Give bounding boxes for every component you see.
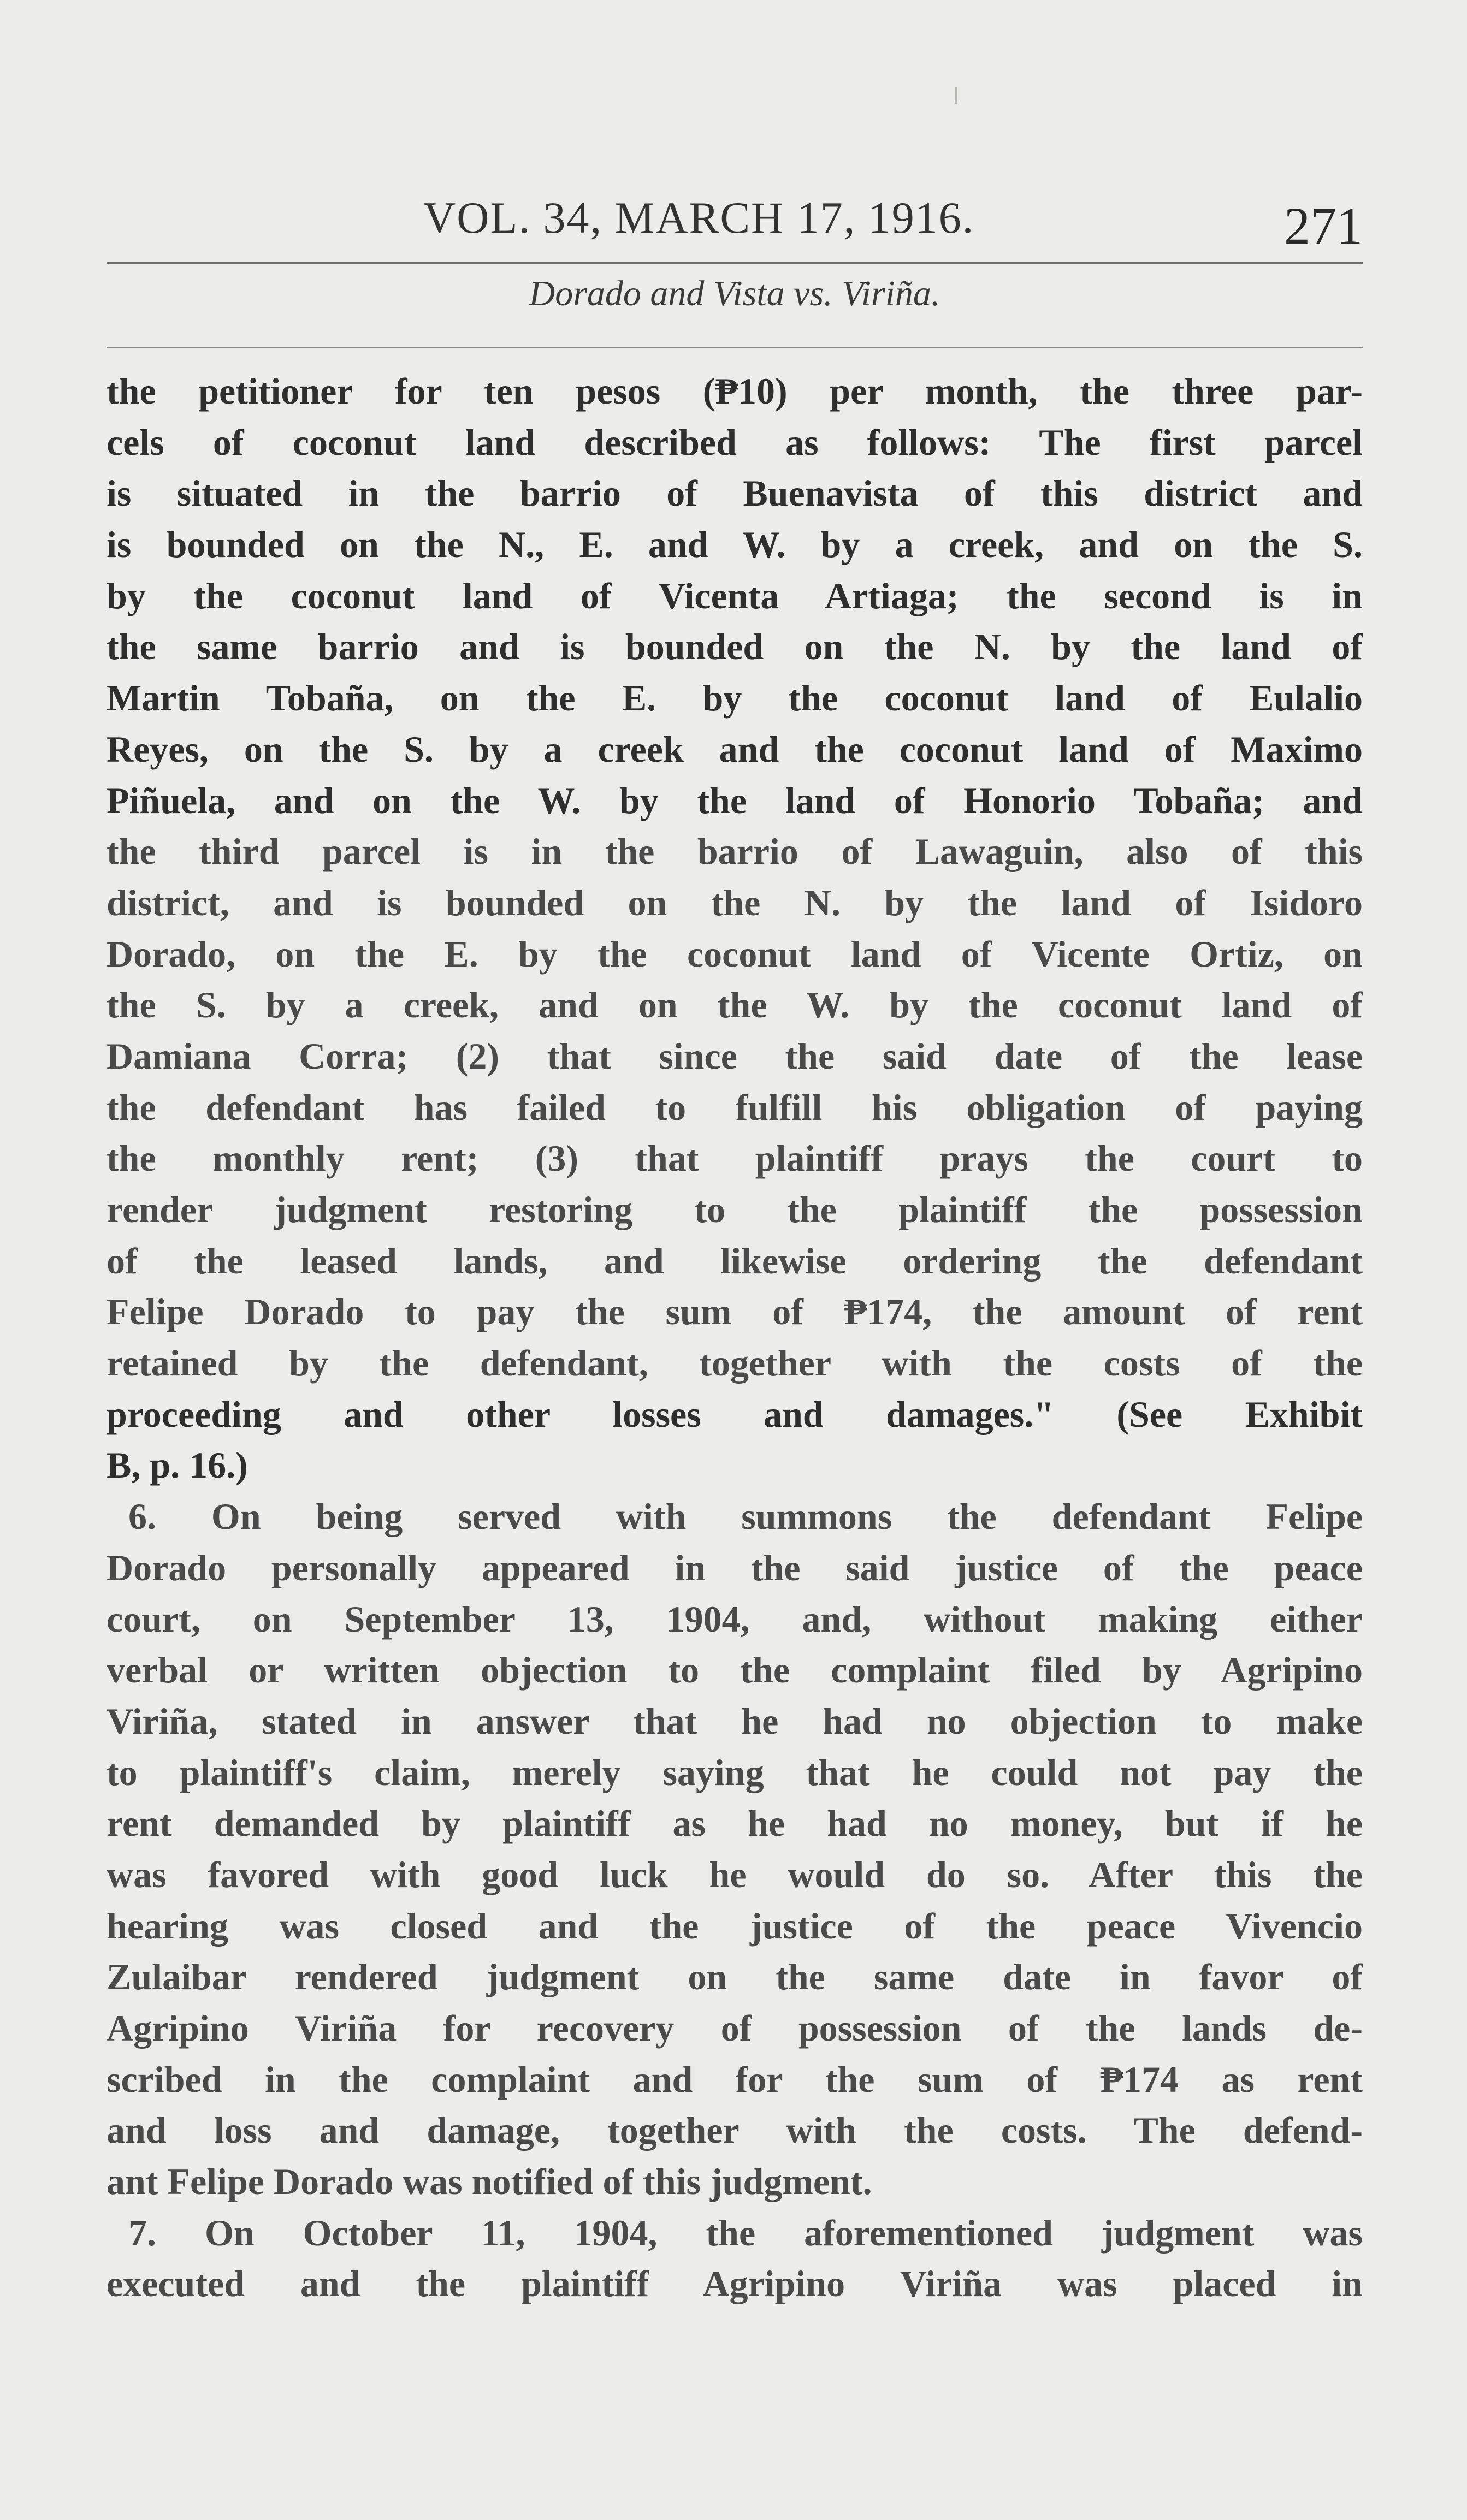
text-line: and loss and damage, together with the costs. The defend- (107, 2109, 1363, 2151)
text-line: to plaintiff's claim, merely saying that he could not pay the (107, 1751, 1363, 1793)
body-text (107, 366, 1363, 2495)
text-line: scribed in the complaint and for the sum of ₱174 as rent (107, 2058, 1363, 2100)
text-line: district, and is bounded on the N. by the land of Isidoro (107, 881, 1363, 923)
text-line: ant Felipe Dorado was notified of this judgment. (107, 2161, 872, 2203)
text-line: is situated in the barrio of Buenavista of this district and (107, 472, 1363, 514)
case-title: Dorado and Vista vs. Viriña. (529, 274, 940, 313)
page-number: 271 (1284, 197, 1363, 255)
text-line: Agripino Viriña for recovery of possession of the lands de- (107, 2007, 1363, 2049)
text-line: render judgment restoring to the plaintiff the possession (107, 1189, 1363, 1230)
text-line: retained by the defendant, together with the costs of the (107, 1342, 1363, 1384)
text-line: the S. by a creek, and on the W. by the coconut land of (107, 984, 1363, 1026)
text-line: rent demanded by plaintiff as he had no money, but if he (107, 1802, 1363, 1845)
text-line: Piñuela, and on the W. by the land of Honorio Tobaña; and (107, 779, 1363, 821)
running-head: VOL. 34, MARCH 17, 1916. (423, 193, 975, 242)
text-line: Dorado personally appeared in the said justice of the peace (107, 1546, 1363, 1588)
text-line: the same barrio and is bounded on the N. by the land of (107, 626, 1363, 668)
text-line: cels of coconut land described as follows: The first parcel (107, 421, 1363, 463)
text-line: proceeding and other losses and damages." (See Exhibit (107, 1393, 1363, 1435)
text-line: Martin Tobaña, on the E. by the coconut land of Eulalio (107, 677, 1363, 719)
paragraph-7-start: 7. On October 11, 1904, the aforementioned judgment was (128, 2211, 1363, 2254)
text-line: the petitioner for ten pesos (₱10) per month, the three par- (107, 370, 1363, 412)
header-rule (107, 262, 1363, 264)
page-header (107, 180, 1363, 255)
text-line: is bounded on the N., E. and W. by a creek, and on the S. (107, 524, 1363, 566)
text-line: hearing was closed and the justice of the peace Vivencio (107, 1905, 1363, 1947)
text-line: the monthly rent; (3) that plaintiff prays the court to (107, 1137, 1363, 1179)
text-line: of the leased lands, and likewise ordering the defendant (107, 1240, 1363, 1282)
text-line: Dorado, on the E. by the coconut land of Vicente Ortiz, on (107, 933, 1363, 975)
paragraph-6-start: 6. On being served with summons the defendant Felipe (128, 1496, 1363, 1538)
text-line: the defendant has failed to fulfill his obligation of paying (107, 1086, 1363, 1128)
text-line: verbal or written objection to the complaint filed by Agripino (107, 1649, 1363, 1691)
text-line: Damiana Corra; (2) that since the said date of the lease (107, 1035, 1363, 1077)
text-line: court, on September 13, 1904, and, without making either (107, 1598, 1363, 1640)
text-line: Felipe Dorado to pay the sum of ₱174, the amount of rent (107, 1291, 1363, 1333)
text-line: Zulaibar rendered judgment on the same date in favor of (107, 1956, 1363, 1998)
text-line: was favored with good luck he would do so. After this the (107, 1853, 1363, 1895)
title-rule (107, 347, 1363, 348)
text-line: by the coconut land of Vicenta Artiaga; the second is in (107, 574, 1363, 616)
text-line: executed and the plaintiff Agripino Viriña was placed in (107, 2263, 1363, 2305)
text-line: B, p. 16.) (107, 1444, 248, 1486)
text-line: Reyes, on the S. by a creek and the coconut land of Maximo (107, 728, 1363, 770)
text-line: the third parcel is in the barrio of Lawaguin, also of this (107, 831, 1363, 873)
scan-mark (955, 87, 957, 104)
text-line: Viriña, stated in answer that he had no objection to make (107, 1700, 1363, 1742)
